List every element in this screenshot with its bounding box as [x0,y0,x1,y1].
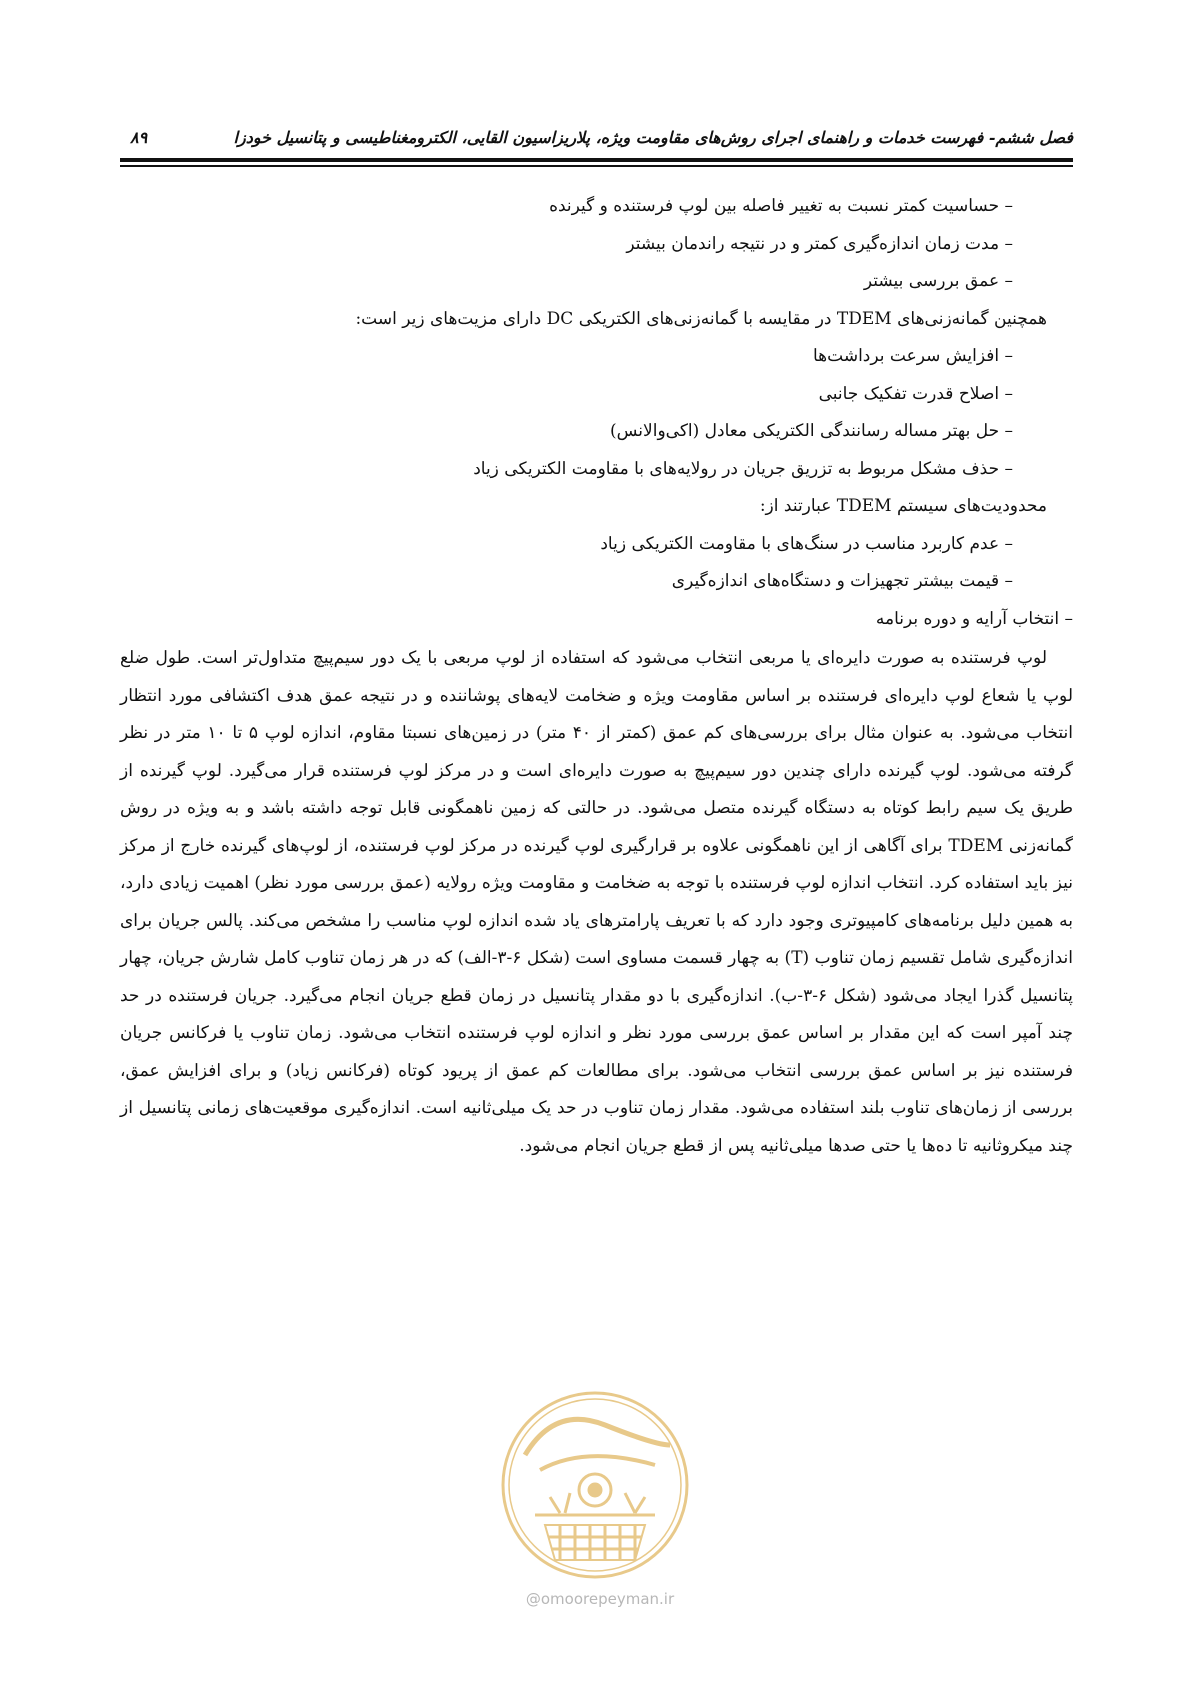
omoorepeyman-logo-watermark [495,1385,695,1585]
advantages-intro: همچنین گمانه‌زنی‌های TDEM در مقایسه با گمانه‌زنی‌های الکتریکی DC دارای مزیت‌های زیر است: [355,308,1047,329]
list-item: – اصلاح قدرت تفکیک جانبی [818,383,1013,404]
header-rule-thick [120,158,1073,162]
list-item: – حساسیت کمتر نسبت به تغییر فاصله بین لوپ فرستنده و گیرنده [549,196,1013,216]
list-item: – قیمت بیشتر تجهیزات و دستگاه‌های اندازه‌گیری [671,571,1013,591]
list-item: – حل بهتر مساله رسانندگی الکتریکی معادل (اکی‌والانس) [610,421,1013,441]
limitations-intro: محدودیت‌های سیستم TDEM عبارتند از: [759,496,1047,516]
list-item: – عمق بررسی بیشتر [863,271,1013,291]
list-item: – حذف مشکل مربوط به تزریق جریان در رولایه‌های با مقاومت الکتریکی زیاد [473,458,1013,479]
list-item: – مدت زمان اندازه‌گیری کمتر و در نتیجه راندمان بیشتر [626,233,1013,254]
body-paragraph: لوپ فرستنده به صورت دایره‌ای یا مربعی انتخاب می‌شود که استفاده از لوپ مربعی با یک دور سیم‌پیچ متداول‌تر است. طول ضلع لوپ یا شعاع لوپ دایره‌ای فرستنده بر اساس مقاومت ویژه و ضخامت لایه‌های پوشاننده و در نتیجه عمق هدف اکتشافی مورد انتظار انتخاب می‌شود. به عنوان مثال برای بررسی‌های کم عمق (کمتر از ۴۰ متر) در زمین‌های نسبتا مقاوم، اندازه لوپ ۵ تا ۱۰ متر در نظر گرفته می‌شود. لوپ گیرنده دارای چندین دور سیم‌پیچ به صورت دایره‌ای است و در مرکز لوپ فرستنده قرار می‌گیرد. لوپ گیرنده از طریق یک سیم رابط کوتاه به دستگاه گیرنده متصل می‌شود. در حالتی که زمین ناهمگونی قابل توجه داشته باشد و به ویژه در روش گمانه‌زنی TDEM برای آگاهی از این ناهمگونی علاوه بر قرارگیری لوپ گیرنده در مرکز لوپ فرستنده، از لوپ‌های گیرنده خارج از مرکز نیز باید استفاده کرد. انتخاب اندازه لوپ فرستنده با توجه به ضخامت و مقاومت ویژه رولایه (عمق بررسی مورد نظر) اهمیت زیادی دارد، به همین دلیل برنامه‌های کامپیوتری وجود دارد که با تعریف پارامترهای یاد شده اندازه لوپ مناسب را مشخص می‌کند. پالس جریان برای اندازه‌گیری شامل تقسیم زمان تناوب (T) به چهار قسمت مساوی است (شکل ۶-۳-الف) که در هر زمان تناوب کامل شارش جریان، چهار پتانسیل گذرا ایجاد می‌شود (شکل ۶-۳-ب). اندازه‌گیری با دو مقدار پتانسیل در زمان قطع جریان انجام می‌گیرد. جریان فرستنده در حد چند آمپر است که این مقدار بر اساس عمق بررسی مورد نظر و اندازه لوپ فرستنده انتخاب می‌شود. زمان تناوب یا فرکانس جریان فرستنده نیز بر اساس عمق بررسی انتخاب می‌شود. برای مطالعات کم عمق از پریود کوتاه (فرکانس زیاد) و برای افزایش عمق، بررسی از زمان‌های تناوب بلند استفاده می‌شود. مقدار زمان تناوب در حد یک میلی‌ثانیه است. اندازه‌گیری موقعیت‌های زمانی پتانسیل از چند میکروثانیه تا ده‌ها یا حتی صدها میلی‌ثانیه پس از قطع جریان انجام می‌شود. [120,648,1073,1156]
list-item: – افزایش سرعت برداشت‌ها [812,346,1013,366]
list-item: – عدم کاربرد مناسب در سنگ‌های با مقاومت الکتریکی زیاد [600,533,1013,554]
page-body [120,188,1073,1165]
section-heading: – انتخاب آرایه و دوره برنامه [875,608,1073,629]
page-header [120,128,1073,158]
chapter-title: فصل ششم- فهرست خدمات و راهنمای اجرای روش‌های مقاومت ویژه، پلاریزاسیون القایی، الکترومغناطیسی و پتانسیل خودزا [233,128,1073,147]
page-number: ۸۹ [130,128,148,147]
watermark-url: @omoorepeyman.ir [525,1590,675,1608]
header-rule-thin [120,165,1073,167]
